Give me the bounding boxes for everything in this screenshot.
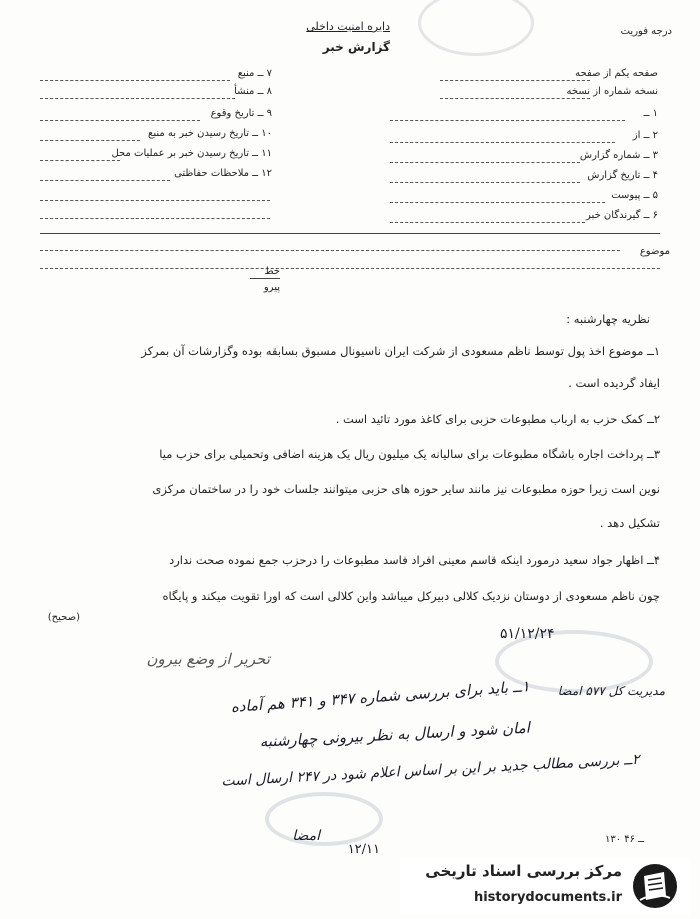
body-line-2: ایفاد گردیده است . [568, 376, 660, 390]
fill-line [390, 120, 625, 121]
form-field-1: ۱ ــ [643, 108, 658, 119]
line-rule [250, 278, 280, 279]
form-field-security-notes: ۱۲ ــ ملاحظات حفاظتی [174, 168, 272, 179]
form-field-copy: نسخه شماره از نسخه [566, 86, 658, 97]
handwritten-date: ۱۲/۱۱ [347, 842, 380, 857]
handwritten-line-2: امان شود و ارسال به نظر بیرونی چهارشنبه [259, 718, 531, 751]
fill-line [40, 98, 235, 99]
form-field-event-date: ۹ ــ تاریخ وقوع [210, 108, 272, 119]
fill-line [390, 162, 580, 163]
body-tail: (صحیح) [47, 612, 80, 623]
fill-line [40, 218, 270, 219]
fill-line [390, 202, 605, 203]
line-label: خط [264, 266, 280, 277]
fill-line [390, 222, 585, 223]
form-field-local-receipt-date: ۱۱ ــ تاریخ رسیدن خبر بر عملیات محل [111, 148, 272, 159]
form-field-source-receipt-date: ۱۰ ــ تاریخ رسیدن خبر به منبع [148, 128, 272, 139]
handwritten-line-1: ۱ــ باید برای بررسی شماره ۳۴۷ و ۳۴۱ هم آماده [230, 677, 531, 716]
watermark-stamp-top [418, 0, 534, 56]
body-line-4: ۳ــ پرداخت اجاره باشگاه مطبوعات برای سالیانه یک میلیون ریال یک هزینه اضافی وتحمیلی برای حزب میا [159, 447, 660, 461]
brand-url: historydocuments.ir [473, 890, 622, 905]
handwritten-line-3: ۲ــ بررسی مطالب جدید بر این بر اساس اعلام شود در ۲۴۷ ارسال است [220, 751, 640, 790]
body-line-6: تشکیل دهد . [599, 516, 660, 530]
brand-banner [400, 858, 690, 914]
body-line-8: چون ناظم مسعودی از دوستان نزدیک کلالی دبیرکل میباشد واین کلالی است که اورا تقویت میکند و پایگاه [162, 589, 660, 603]
fill-line [40, 140, 140, 141]
fill-line [40, 80, 230, 81]
form-field-recipients: ۶ ــ گیرندگان خبر [586, 210, 658, 221]
form-field-report-date: ۴ ــ تاریخ گزارش [587, 170, 658, 181]
classification-label: درجه فوریت [620, 26, 672, 37]
form-field-attachment: ۵ ــ پیوست [611, 190, 658, 201]
subject-fill-line [40, 250, 620, 251]
body-line-1: ۱ــ موضوع اخذ پول توسط ناظم مسعودی از شرکت ایران ناسیونال مسبوق بسابقه بوده وگزارشات آن بمرکز [141, 344, 660, 358]
stamp-date: ۵۱/۱۲/۲۴ [500, 626, 555, 642]
follower-label: پیرو [263, 282, 280, 293]
form-field-report-number: ۳ ــ شماره گزارش [579, 150, 658, 161]
fill-line [440, 98, 590, 99]
body-intro: نظریه چهارشنبه : [566, 312, 650, 326]
fill-line [440, 80, 590, 81]
form-title: گزارش خبر [322, 40, 390, 54]
form-field-origin: ۸ ــ منشأ [234, 86, 272, 97]
org-name: دایره امنیت داخلی [306, 20, 390, 33]
brand-logo-icon [630, 862, 680, 910]
fill-line [390, 142, 615, 143]
form-field-2: ۲ ــ از [632, 130, 658, 141]
doc-number: ۱۳۰ ــ ۴۶ [605, 834, 645, 845]
separator-line [40, 233, 660, 234]
form-field-source: ۷ ــ منبع [237, 68, 272, 79]
brand-title: مرکز بررسی اسناد تاریخی [425, 862, 622, 880]
handwritten-note: تحریر از وضع بیرون [146, 650, 270, 668]
separator-line [40, 268, 660, 269]
fill-line [40, 160, 120, 161]
form-field-page: صفحه یکم از صفحه [575, 68, 658, 79]
signature-2: امضا [292, 828, 320, 844]
fill-line [390, 182, 580, 183]
fill-line [40, 120, 200, 121]
body-line-3: ۲ــ کمک حزب به ارباب مطبوعات حزبی برای کاغذ مورد تائید است . [335, 412, 660, 426]
signature-block: مدیریت کل ۵۷۷ امضا [557, 684, 665, 698]
fill-line [40, 200, 270, 201]
body-line-5: نوین است زیرا حوزه مطبوعات نیز مانند سایر حوزه های حزبی میتوانند جلسات خود را در ساختمان مرکزی [152, 482, 660, 496]
subject-label: موضوع [639, 246, 670, 257]
fill-line [40, 180, 170, 181]
body-line-7: ۴ــ اظهار جواد سعید درمورد اینکه قاسم معینی افراد فاسد مطبوعات را درحزب جمع نموده صحت ندارد [169, 553, 660, 567]
